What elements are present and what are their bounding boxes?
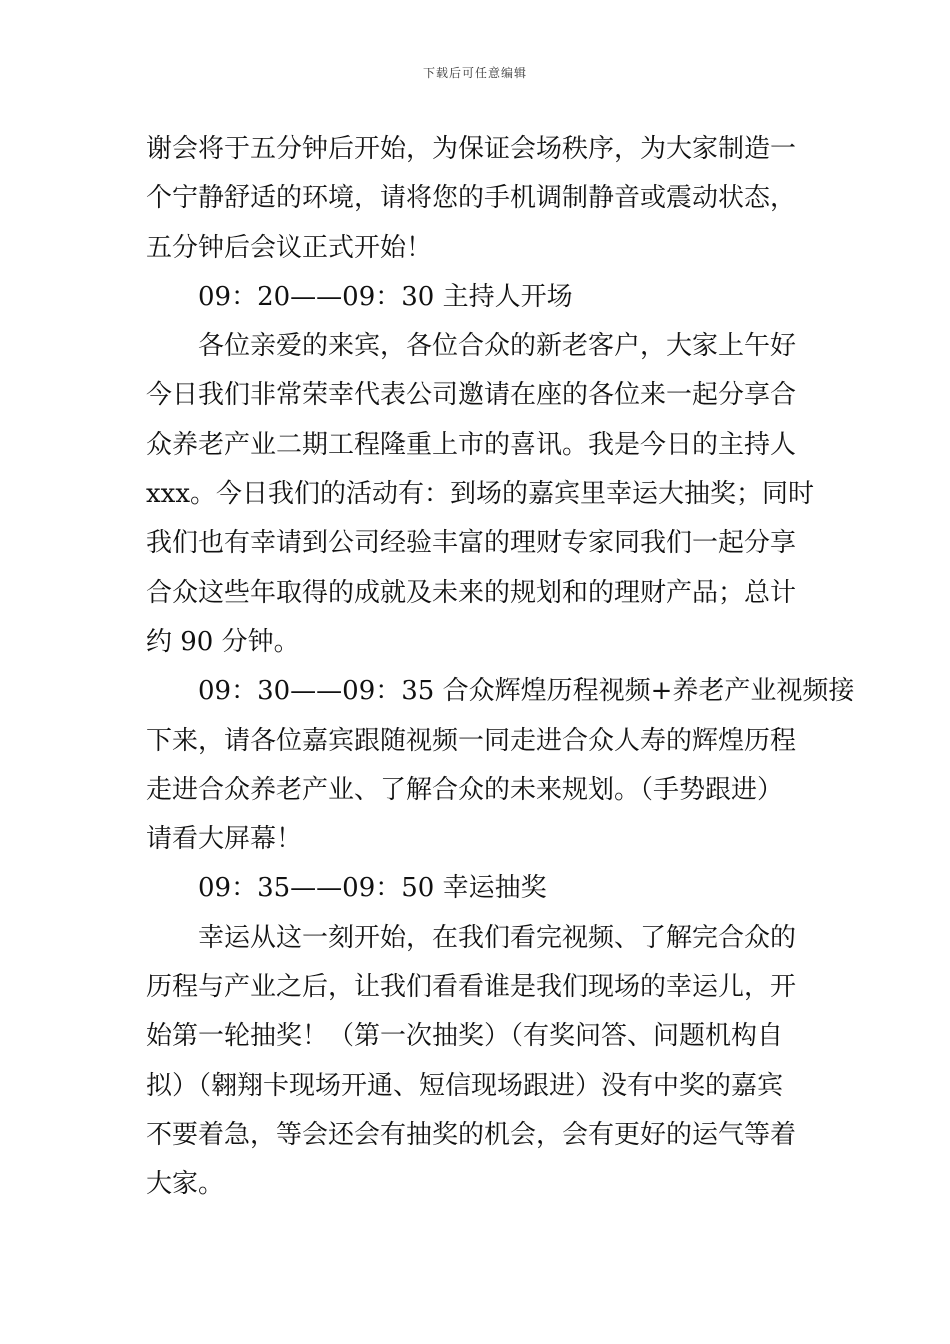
text-line: 今日我们非常荣幸代表公司邀请在座的各位来一起分享合	[146, 380, 797, 411]
text-line: 历程与产业之后，让我们看看谁是我们现场的幸运儿，开	[146, 972, 797, 1003]
schedule-heading: 09：35——09：50 幸运抽奖	[198, 873, 547, 904]
text-line: 个宁静舒适的环境，请将您的手机调制静音或震动状态，	[146, 183, 797, 214]
text-line: 幸运从这一刻开始，在我们看完视频、了解完合众的	[198, 922, 797, 953]
document-body	[146, 125, 855, 1210]
text-line: 众养老产业二期工程隆重上市的喜讯。我是今日的主持人	[146, 429, 797, 460]
text-line: 不要着急，等会还会有抽奖的机会，会有更好的运气等着	[146, 1119, 797, 1150]
text-line: 合众这些年取得的成就及未来的规划和的理财产品；总计	[146, 577, 797, 608]
text-line: 约 90 分钟。	[146, 626, 300, 657]
text-line: 五分钟后会议正式开始！	[146, 232, 433, 263]
text-line: 请看大屏幕！	[146, 824, 303, 855]
text-line: 大家。	[146, 1169, 225, 1200]
text-line: 下来，请各位嘉宾跟随视频一同走进合众人寿的辉煌历程	[146, 725, 797, 756]
text-line: 拟）（翱翔卡现场开通、短信现场跟进）没有中奖的嘉宾	[146, 1070, 784, 1101]
schedule-heading: 09：20——09：30 主持人开场	[198, 281, 573, 312]
text-line: xxx。今日我们的活动有：到场的嘉宾里幸运大抽奖；同时	[146, 479, 814, 510]
text-line: 谢会将于五分钟后开始，为保证会场秩序，为大家制造一	[146, 134, 797, 164]
text-line: 我们也有幸请到公司经验丰富的理财专家同我们一起分享	[146, 528, 797, 559]
text-line: 始第一轮抽奖！（第一次抽奖）（有奖问答、问题机构自	[146, 1021, 784, 1052]
text-line: 各位亲爱的来宾，各位合众的新老客户，大家上午好	[198, 331, 797, 362]
page-header: 下载后可任意编辑	[422, 66, 527, 80]
text-line: 走进合众养老产业、了解合众的未来规划。（手势跟进）	[146, 774, 784, 805]
schedule-heading: 09：30——09：35 合众辉煌历程视频+养老产业视频接	[198, 676, 855, 707]
